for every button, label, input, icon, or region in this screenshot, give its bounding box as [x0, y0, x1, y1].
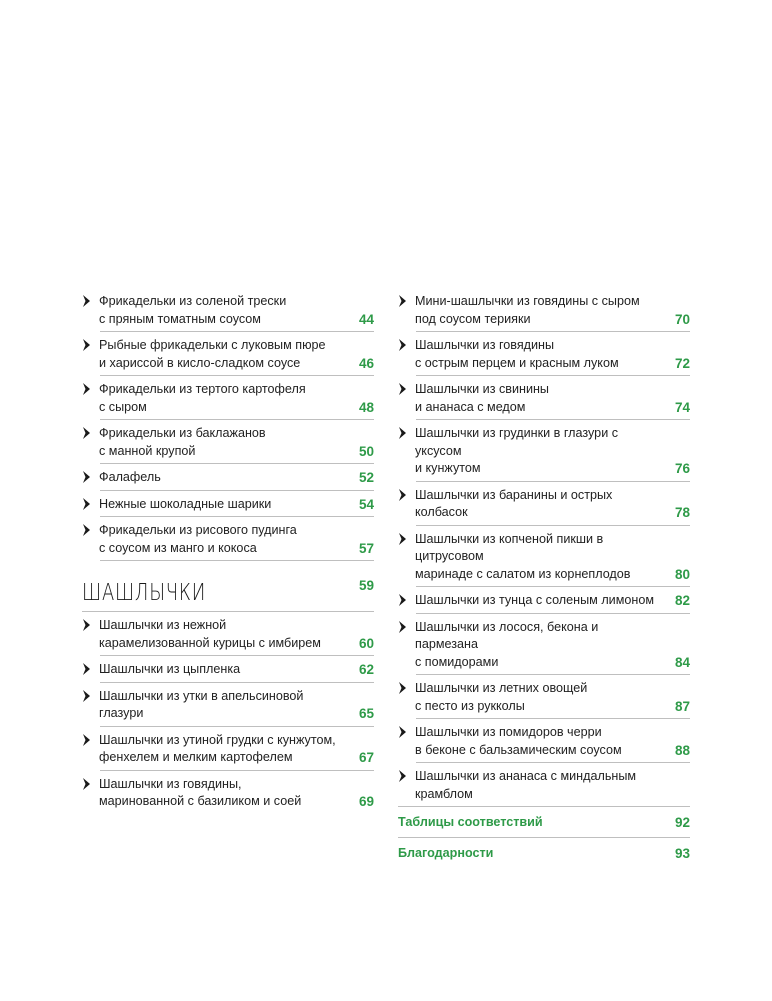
chevron-right-icon	[82, 295, 92, 308]
toc-entry[interactable]	[398, 337, 690, 372]
toc-entry-tables[interactable]	[398, 814, 690, 832]
toc-entry-page: 72	[674, 355, 690, 371]
toc-entry-title: Шашлычки из говядины, маринованной с базиликом и соей	[99, 776, 302, 808]
chevron-right-icon	[398, 427, 408, 440]
toc-group-top	[82, 293, 374, 561]
toc-entry-page: 87	[674, 698, 690, 714]
chevron-right-icon	[82, 339, 92, 352]
toc-entry-page: 67	[358, 750, 374, 765]
toc-entry[interactable]	[82, 381, 374, 416]
divider	[100, 655, 374, 656]
toc-entry-title: Фрикадельки из тертого картофеля с сыром	[99, 382, 306, 414]
toc-entry[interactable]	[398, 592, 690, 610]
chevron-right-icon	[82, 690, 92, 703]
toc-entry[interactable]	[398, 768, 690, 803]
toc-entry-title: Фрикадельки из рисового пудинга с соусом из манго и кокоса	[99, 523, 297, 555]
divider	[416, 525, 690, 526]
toc-entry-page: 62	[358, 662, 374, 677]
toc-entry-page: 69	[358, 794, 374, 809]
section-title: ШАШЛЫЧКИ	[82, 580, 207, 606]
toc-entry-title: Фрикадельки из соленой трески с пряным томатным соусом	[99, 294, 287, 326]
chevron-right-icon	[398, 533, 408, 546]
chevron-right-icon	[82, 383, 92, 396]
chevron-right-icon	[82, 663, 92, 676]
toc-entry-title: Шашлычки из копченой пикши в цитрусовом маринаде с салатом из корнеплодов	[415, 531, 631, 581]
toc-entry-page: 48	[358, 399, 374, 415]
toc-entry[interactable]	[398, 531, 690, 584]
toc-entry[interactable]	[398, 381, 690, 416]
toc-entry-page: 80	[674, 566, 690, 582]
toc-entry[interactable]	[82, 661, 374, 679]
toc-entry-page: 52	[358, 470, 374, 485]
toc-entry[interactable]	[82, 688, 374, 723]
toc-entry[interactable]	[82, 496, 374, 514]
divider	[416, 586, 690, 587]
chevron-right-icon	[82, 524, 92, 537]
toc-entry[interactable]	[82, 617, 374, 652]
toc-entry-title: Шашлычки из нежной карамелизованной курицы с имбирем	[99, 618, 321, 650]
toc-entry-page: 74	[674, 399, 690, 415]
divider	[100, 682, 374, 683]
toc-entry-title: Шашлычки из помидоров черри в беконе с бальзамическим соусом	[415, 725, 622, 757]
toc-entry[interactable]	[82, 425, 374, 460]
toc-entry-title: Шашлычки из грудинки в глазури с уксусом и кунжутом	[415, 426, 619, 475]
toc-entry[interactable]	[398, 724, 690, 759]
toc-entry-title: Шашлычки из баранины и острых колбасок	[415, 487, 613, 519]
toc-entry[interactable]	[82, 469, 374, 487]
divider	[100, 560, 374, 561]
toc-entry[interactable]	[82, 776, 374, 811]
chevron-right-icon	[82, 471, 92, 484]
chevron-right-icon	[398, 770, 408, 783]
chevron-right-icon	[82, 734, 92, 747]
chevron-right-icon	[398, 594, 408, 607]
toc-entry-page: 92	[674, 815, 690, 830]
toc-entry-title: Шашлычки из летних овощей с песто из рукколы	[415, 681, 588, 713]
divider	[416, 762, 690, 763]
divider	[82, 611, 374, 612]
toc-entry-title: Рыбные фрикадельки с луковым пюре и хариссой в кисло-сладком соусе	[99, 338, 326, 370]
toc-entry-page: 65	[358, 706, 374, 721]
toc-entry-title: Фрикадельки из баклажанов с манной крупой	[99, 426, 266, 458]
toc-entry-title: Фалафель	[99, 470, 161, 484]
toc-entry-title: Шашлычки из тунца с соленым лимоном	[415, 593, 654, 607]
divider	[100, 770, 374, 771]
toc-entry-page: 84	[674, 654, 690, 670]
toc-entry-title: Шашлычки из говядины с острым перцем и красным луком	[415, 338, 619, 370]
divider	[416, 419, 690, 420]
divider	[416, 674, 690, 675]
toc-entry[interactable]	[82, 337, 374, 372]
divider	[100, 463, 374, 464]
toc-entry-page: 50	[358, 443, 374, 459]
chevron-right-icon	[82, 498, 92, 511]
toc-entry[interactable]	[82, 522, 374, 557]
divider	[100, 331, 374, 332]
toc-entry-page: 70	[674, 311, 690, 327]
divider	[100, 726, 374, 727]
divider	[100, 516, 374, 517]
toc-entry-page: 44	[358, 311, 374, 327]
toc-entry-page: 60	[358, 635, 374, 651]
toc-right-column	[398, 293, 690, 862]
chevron-right-icon	[398, 621, 408, 634]
divider	[100, 375, 374, 376]
section-heading[interactable]	[82, 565, 374, 611]
chevron-right-icon	[82, 778, 92, 791]
toc-entry-title: Шашлычки из свинины и ананаса с медом	[415, 382, 549, 414]
toc-entry-title: Шашлычки из ананаса с миндальным крамблом	[415, 769, 637, 801]
toc-entry[interactable]	[398, 680, 690, 715]
toc-entry-title: Нежные шоколадные шарики	[99, 496, 272, 511]
toc-entry[interactable]	[398, 487, 690, 522]
toc-entry[interactable]	[82, 732, 374, 767]
divider	[416, 331, 690, 332]
toc-entry-page: 46	[358, 355, 374, 371]
divider	[416, 613, 690, 614]
divider	[416, 375, 690, 376]
divider	[398, 837, 690, 838]
chevron-right-icon	[398, 489, 408, 502]
section-page: 59	[358, 578, 374, 593]
toc-entry-page: 54	[358, 496, 374, 512]
chevron-right-icon	[82, 427, 92, 440]
toc-entry-title: Мини-шашлычки из говядины с сыром под соусом терияки	[415, 294, 640, 326]
toc-entry-title: Шашлычки из утиной грудки с кунжутом, фенхелем и мелким картофелем	[99, 732, 336, 764]
toc-entry[interactable]	[398, 425, 690, 478]
toc-entry-page: 57	[358, 540, 374, 556]
divider	[416, 481, 690, 482]
divider	[100, 419, 374, 420]
toc-entry[interactable]	[82, 293, 374, 328]
toc-entry-page: 88	[674, 742, 690, 758]
toc-left-column	[82, 293, 374, 811]
chevron-right-icon	[398, 339, 408, 352]
chevron-right-icon	[398, 726, 408, 739]
divider	[416, 718, 690, 719]
toc-entry-title: Благодарности	[398, 845, 494, 860]
toc-entry-title: Шашлычки из лосося, бекона и пармезана с помидорами	[415, 619, 599, 669]
toc-entry-page: 76	[674, 461, 690, 476]
toc-entry[interactable]	[398, 619, 690, 672]
toc-entry-title: Шашлычки из цыпленка	[99, 662, 241, 676]
chevron-right-icon	[398, 295, 408, 308]
toc-entry[interactable]	[398, 293, 690, 328]
chevron-right-icon	[398, 682, 408, 695]
chevron-right-icon	[398, 383, 408, 396]
toc-entry-page: 93	[674, 845, 690, 861]
toc-entry-acknowledgements[interactable]	[398, 845, 690, 863]
toc-group-bottom	[82, 617, 374, 811]
toc-entry-page: 82	[674, 593, 690, 608]
divider	[100, 490, 374, 491]
chevron-right-icon	[82, 619, 92, 632]
toc-entry-page: 78	[674, 505, 690, 520]
toc-entry-title: Шашлычки из утки в апельсиновой глазури	[99, 688, 304, 720]
divider	[398, 806, 690, 807]
toc-entry-title: Таблицы соответствий	[398, 815, 543, 829]
